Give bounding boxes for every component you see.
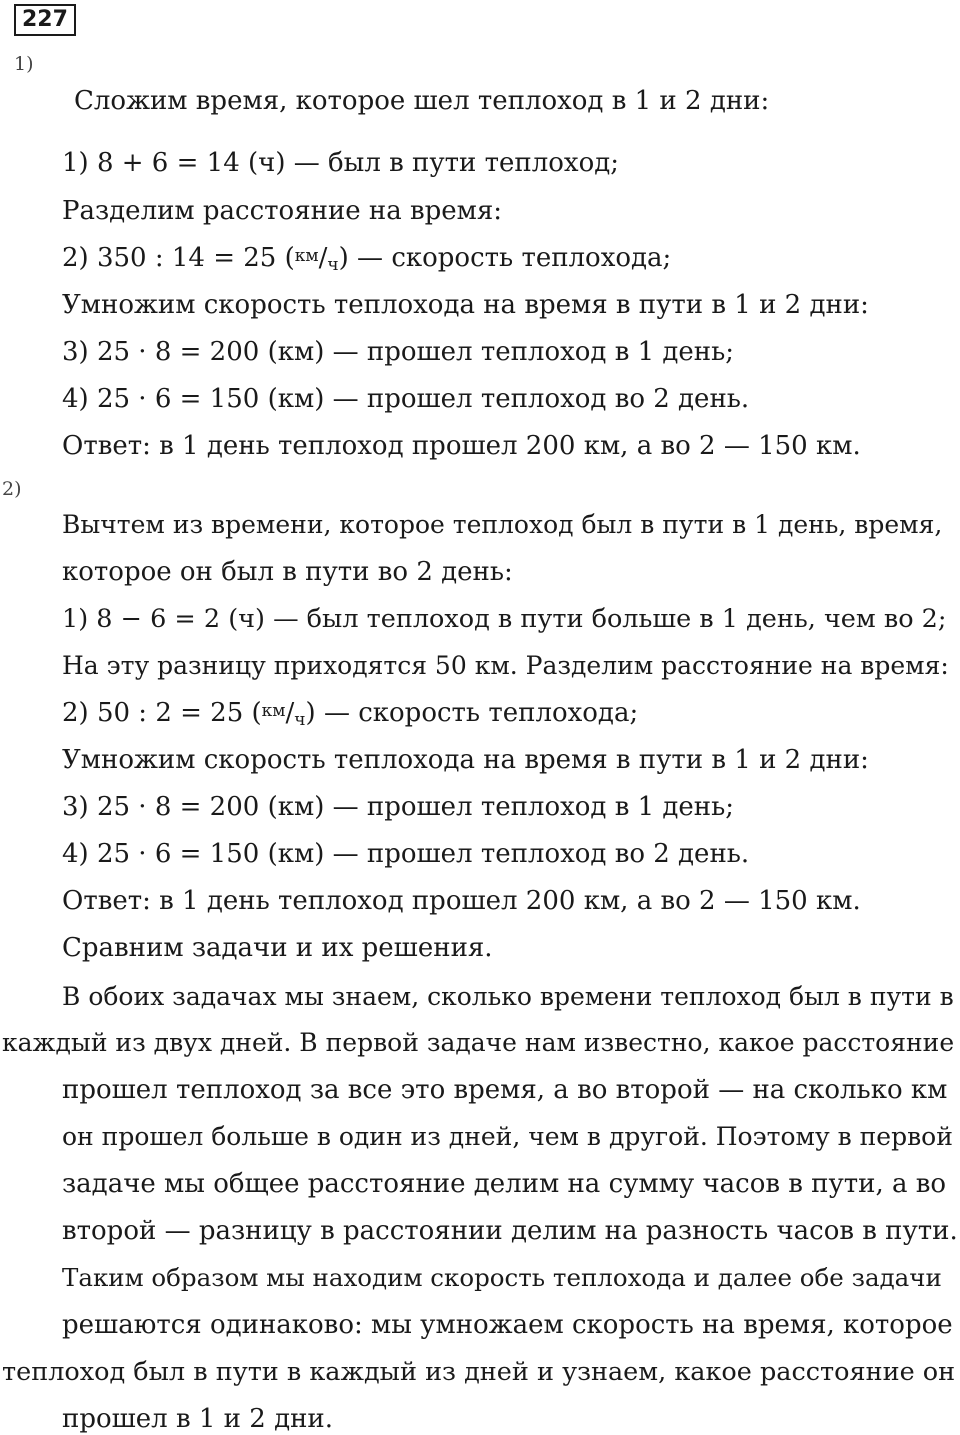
part-1-answer: Ответ: в 1 день теплоход прошел 200 км, а во 2 — 150 км. bbox=[62, 431, 861, 461]
part-1-step-2-suffix: ) — скорость теплохода; bbox=[338, 243, 672, 273]
unit-sep: / bbox=[285, 698, 295, 728]
part-2-step-4: 4) 25 · 6 = 150 (км) — прошел теплоход во 2 день. bbox=[62, 839, 750, 869]
part-2-divide-note: На эту разницу приходятся 50 км. Разделим расстояние на время: bbox=[62, 651, 949, 680]
unit-h: ч bbox=[327, 255, 339, 275]
part-1-divide-note: Разделим расстояние на время: bbox=[62, 196, 503, 226]
comparison-line-6: второй — разницу в расстоянии делим на разность часов в пути. bbox=[62, 1216, 958, 1246]
part-1-multiply-note: Умножим скорость теплохода на время в пути в 1 и 2 дни: bbox=[62, 290, 869, 320]
part-2-subtract-note-cont: которое он был в пути во 2 день: bbox=[62, 557, 513, 587]
part-2-step-2-prefix: 2) 50 : 2 = 25 ( bbox=[62, 698, 262, 728]
comparison-line-4: он прошел больше в один из дней, чем в другой. Поэтому в первой bbox=[62, 1122, 953, 1151]
comparison-line-5: задаче мы общее расстояние делим на сумму часов в пути, а во bbox=[62, 1169, 947, 1199]
part-1-step-1: 1) 8 + 6 = 14 (ч) — был в пути теплоход; bbox=[62, 148, 620, 178]
unit-km: км bbox=[261, 701, 286, 721]
part-2-step-3: 3) 25 · 8 = 200 (км) — прошел теплоход в 1 день; bbox=[62, 792, 735, 822]
part-1-step-2 bbox=[62, 243, 671, 280]
part-1-step-2-prefix: 2) 350 : 14 = 25 ( bbox=[62, 243, 295, 273]
unit-sep: / bbox=[318, 243, 328, 273]
comparison-line-1: В обоих задачах мы знаем, сколько времени теплоход был в пути в bbox=[62, 982, 954, 1011]
speed-unit-km-per-h bbox=[262, 698, 306, 728]
unit-h: ч bbox=[294, 710, 306, 730]
part-2-multiply-note: Умножим скорость теплохода на время в пути в 1 и 2 дни: bbox=[62, 745, 869, 775]
comparison-line-10: прошел в 1 и 2 дни. bbox=[62, 1404, 334, 1434]
part-1-step-4: 4) 25 · 6 = 150 (км) — прошел теплоход во 2 день. bbox=[62, 384, 750, 414]
part-1-step-3: 3) 25 · 8 = 200 (км) — прошел теплоход в 1 день; bbox=[62, 337, 735, 367]
part-2-step-1: 1) 8 − 6 = 2 (ч) — был теплоход в пути больше в 1 день, чем во 2; bbox=[62, 604, 947, 634]
part-2-label: 2) bbox=[2, 478, 22, 500]
comparison-line-9: теплоход был в пути в каждый из дней и узнаем, какое расстояние он bbox=[2, 1357, 956, 1387]
unit-km: км bbox=[294, 246, 319, 266]
task-number: 227 bbox=[14, 4, 76, 36]
part-1-intro: Сложим время, которое шел теплоход в 1 и 2 дни: bbox=[74, 86, 770, 116]
speed-unit-km-per-h bbox=[295, 243, 339, 273]
part-1-label: 1) bbox=[14, 53, 34, 75]
part-2-subtract-note: Вычтем из времени, которое теплоход был в пути в 1 день, время, bbox=[62, 510, 943, 539]
comparison-line-8: решаются одинаково: мы умножаем скорость на время, которое bbox=[62, 1310, 953, 1340]
part-2-step-2-suffix: ) — скорость теплохода; bbox=[305, 698, 639, 728]
comparison-line-2: каждый из двух дней. В первой задаче нам известно, какое расстояние bbox=[2, 1028, 955, 1057]
part-2-answer: Ответ: в 1 день теплоход прошел 200 км, а во 2 — 150 км. bbox=[62, 886, 861, 916]
comparison-line-7: Таким образом мы находим скорость теплохода и далее обе задачи bbox=[62, 1263, 942, 1292]
comparison-line-3: прошел теплоход за все это время, а во второй — на сколько км bbox=[62, 1075, 948, 1105]
part-2-step-2 bbox=[62, 698, 638, 735]
compare-heading: Сравним задачи и их решения. bbox=[62, 933, 493, 963]
